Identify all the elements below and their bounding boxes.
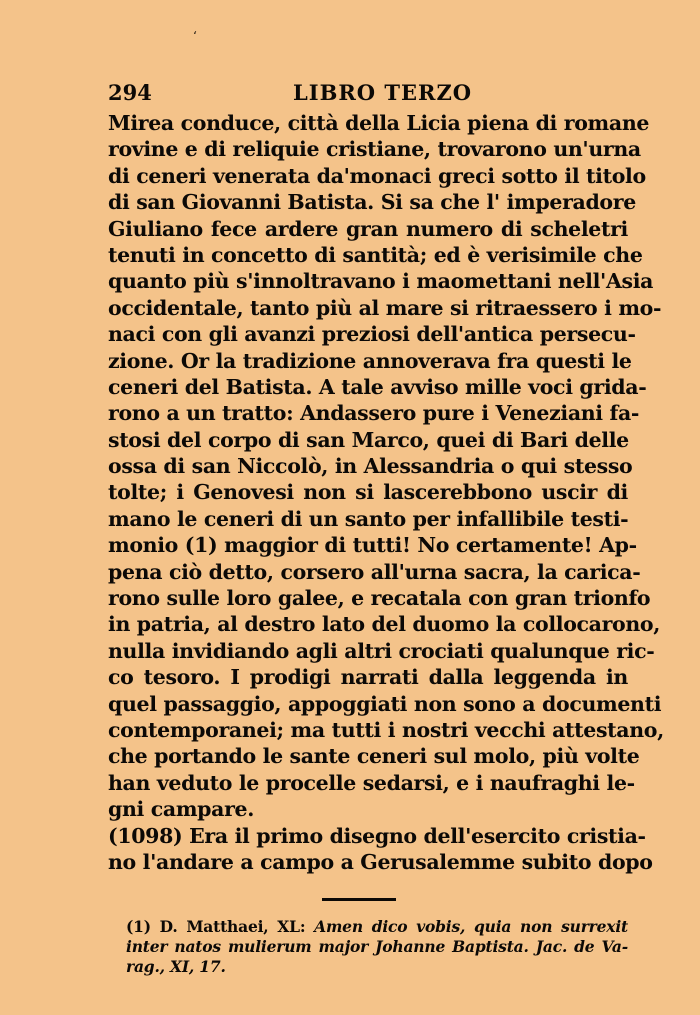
text-line: di san Giovanni Batista. Si sa che l' imperadore: [108, 190, 636, 215]
text-line: naci con gli avanzi preziosi dell'antica persecu-: [108, 322, 636, 347]
text-line: monio (1) maggior di tutti! No certamente! Ap-: [108, 533, 637, 558]
footnote-line: [126, 917, 628, 937]
footnote-divider: [322, 898, 396, 901]
text-line: Giuliano fece ardere gran numero di scheletri: [108, 216, 628, 241]
text-line: (1098) Era il primo disegno dell'esercito cristia-: [108, 823, 646, 848]
footnote-line: rag., XI, 17.: [126, 957, 226, 976]
text-line: no l'andare a campo a Gerusalemme subito dopo: [108, 849, 653, 874]
text-line: di ceneri venerata da'monaci greci sotto il titolo: [108, 163, 646, 188]
text-line: occidentale, tanto più al mare si ritraessero i mo-: [108, 295, 662, 320]
text-line: stosi del corpo di san Marco, quei di Bari delle: [108, 427, 629, 452]
text-line: ossa di san Niccolò, in Alessandria o qui stesso: [108, 454, 633, 479]
running-title: LIBRO TERZO: [293, 80, 473, 105]
text-line: contemporanei; ma tutti i nostri vecchi attestano,: [108, 717, 664, 742]
text-line: in patria, al destro lato del duomo la collocarono,: [108, 612, 661, 637]
stray-mark: ‘: [193, 29, 197, 43]
page-header: [108, 80, 628, 106]
text-line: quel passaggio, appoggiati non sono a documenti: [108, 691, 662, 716]
text-line: rovine e di reliquie cristiane, trovarono un'urna: [108, 137, 641, 162]
text-line: han veduto le procelle sedarsi, e i naufraghi le-: [108, 770, 635, 795]
text-line: tenuti in concetto di santità; ed è verisimile che: [108, 242, 643, 267]
text-line: ceneri del Batista. A tale avviso mille voci grida-: [108, 374, 647, 399]
text-line: quanto più s'innoltravano i maomettani nell'Asia: [108, 269, 654, 294]
text-line: zione. Or la tradizione annoverava fra questi le: [108, 348, 632, 373]
footnote: [126, 917, 628, 977]
text-line: gni campare.: [108, 797, 255, 822]
text-line: pena ciò detto, corsero all'urna sacra, la carica-: [108, 559, 641, 584]
text-line: che portando le sante ceneri sul molo, più volte: [108, 744, 640, 769]
text-line: tolte; i Genovesi non si lascerebbono uscir di: [108, 480, 628, 505]
text-line: rono sulle loro galee, e recatala con gran trionfo: [108, 586, 651, 611]
footnote-quote: Amen dico vobis, quia non surrexit: [314, 917, 628, 936]
text-line: Mirea conduce, città della Licia piena di romane: [108, 111, 650, 135]
footnote-line: inter natos mulierum major Johanne Baptista. Jac. de Va-: [126, 937, 628, 956]
page-number: 294: [108, 80, 152, 105]
text-line: rono a un tratto: Andassero pure i Veneziani fa-: [108, 401, 640, 426]
text-line: nulla invidiando agli altri crociati qualunque ric-: [108, 638, 655, 663]
body-text: [108, 110, 664, 875]
footnote-reference: (1) D. Matthaei, XL:: [126, 917, 306, 936]
text-line: mano le ceneri di un santo per infallibile testi-: [108, 506, 629, 531]
text-line: co tesoro. I prodigi narrati dalla leggenda in: [108, 665, 628, 690]
